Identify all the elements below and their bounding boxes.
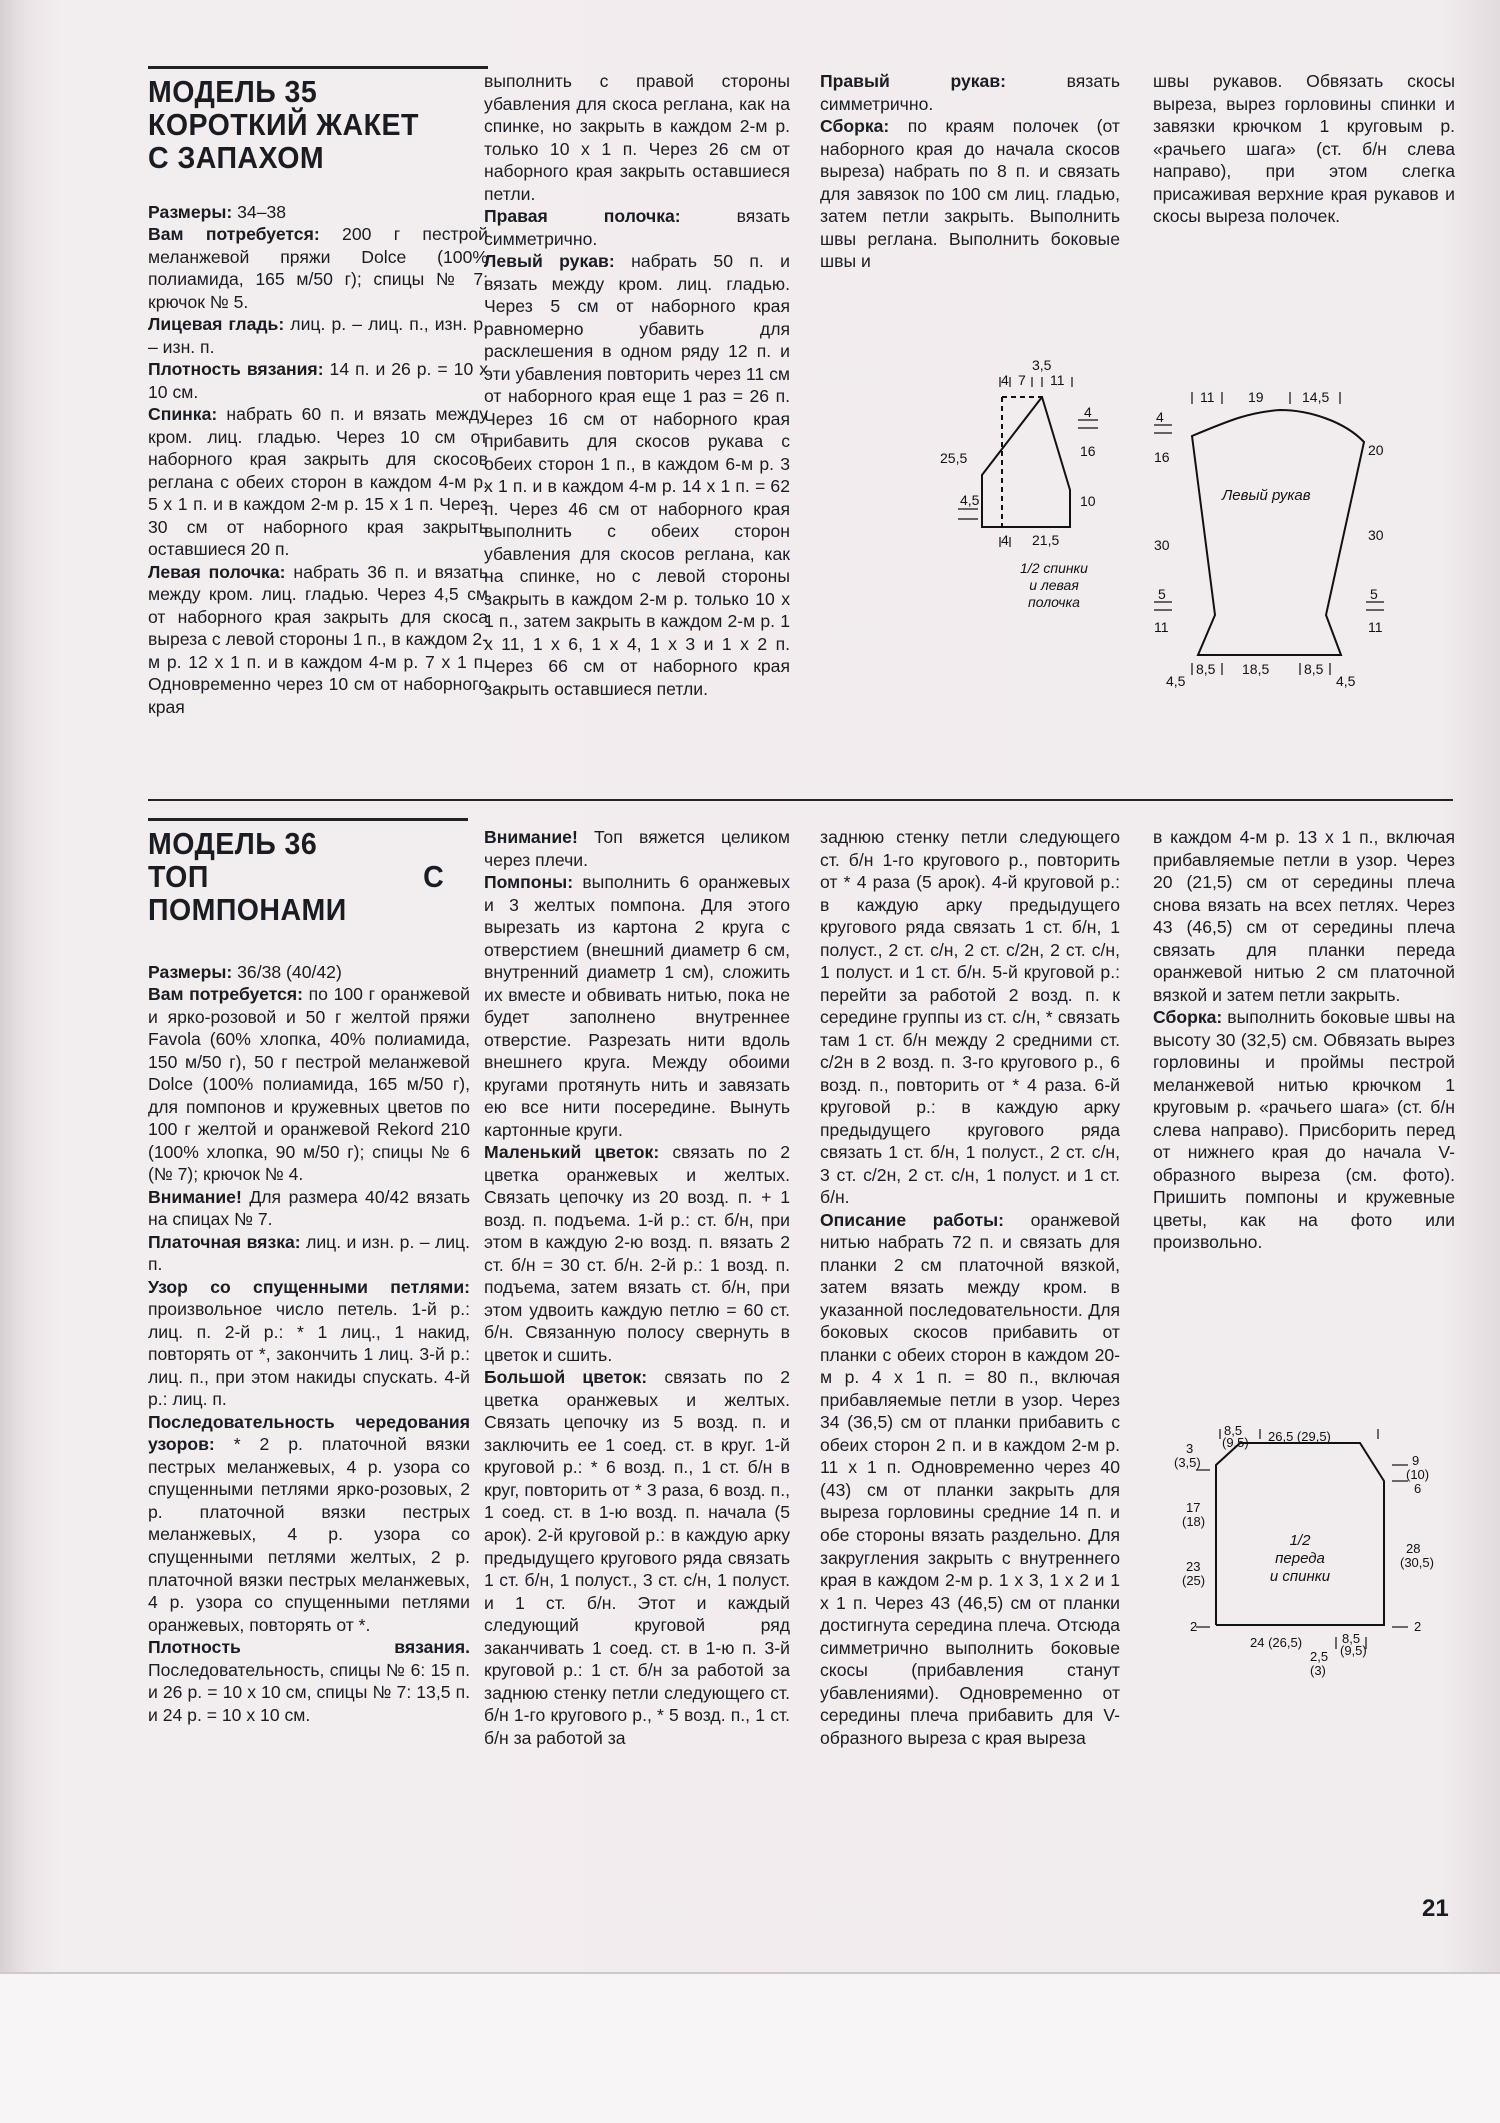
model35-title-line-3: С ЗАПАХОМ (148, 139, 325, 175)
model35-left-sleeve: Левый рукав: набрать 50 п. и вязать между кром. лиц. гладью. Через 5 см от наборного края равномерно убавить для расклешения в одном ряду 12 п. и эти убавления повторить через 11 см от наборного края еще 1 раз = 26 п. Через 16 см от наборного края прибавить для скосов рукава с обеих сторон 1 п., в каждом 6-м р. 3 х 1 п. и в каждом 4-м р. 14 х 1 п. = 62 п. Через 46 см от наборного края выполнить с обеих сторон убавления для скосов реглана, как на спинке, но с левой стороны закрыть в каждом 2-м р. только 10 х 1 п., затем закрыть в каждом 2-м р. 1 х 11, 1 х 6, 1 х 4, 1 х 3 и 1 х 2 п. Через 66 см от наборного края закрыть оставшиеся петли. (484, 251, 790, 699)
model36-gauge: Плотность вязания. Последовательность, спицы № 6: 15 п. и 26 р. = 10 х 10 см, спицы № 7: 13,5 п. и 24 р. = 10 х 10 см. (148, 1637, 470, 1725)
model35-assembly-cont: швы рукавов. Обвязать скосы выреза, вырез горловины спинки и завязки крючком 1 круговым р. «рачьего шага» (ст. б/н слева направо), при этом слегка присаживая верхние края рукавов и скосы выреза полочек. (1153, 71, 1455, 227)
dim-top-7: 7 (1018, 372, 1026, 388)
model35-left-front: Левая полочка: набрать 36 п. и вязать между кром. лиц. гладью. Через 4,5 см от наборного края закрыть для скоса выреза с левой стороны 1 п., в каждом 2-м р. 12 х 1 п. и в каждом 4-м р. 7 х 1 п. Одновременно через 10 см от наборного края (148, 561, 488, 717)
diagram-front-caption-3: и спинки (1269, 1568, 1331, 1585)
model36-pompoms: Помпоны: выполнить 6 оранжевых и 3 желтых помпона. Для этого вырезать из картона 2 круга с отверстием (внешний диаметр 6 см, внутренний диаметр 1 см), сложить их вместе и обвивать нитью, пока не будет заполнено внутреннее отверстие. Разрезать нити вдоль внешнего круга. Между обоими кругами протянуть нить и завязать ею все нити посередине. Вынуть картонные круги. (484, 872, 790, 1140)
model35-right-front: Правая полочка: вязать симметрично. (484, 206, 790, 249)
dim-left-3-5: (3,5) (1174, 1455, 1201, 1470)
dim-right-10: 10 (1080, 493, 1096, 509)
dim-left-30: 30 (1154, 537, 1170, 553)
model35-column-1 (148, 70, 488, 718)
dim-bottom-18-5: 18,5 (1242, 661, 1270, 677)
model36-title-line-1: МОДЕЛЬ 36 (148, 826, 318, 861)
dim-right-28: 28 (1406, 1541, 1421, 1556)
model36-assembly: Сборка: выполнить боковые швы на высоту 30 (32,5) см. Обвязать вырез горловины и проймы пестрой меланжевой нитью крючком 1 круговым р. «рачьего шага» (ст. б/н слева направо). Присборить перед от нижнего края до начала V-образного выреза (см. фото). Пришить помпоны и кружевные цветы, как на фото или произвольно. (1153, 1007, 1455, 1253)
dim-left-2: 2 (1190, 1619, 1198, 1634)
dim-right-11: 11 (1368, 619, 1383, 635)
dim-bottom-2-5: 2,5 (1310, 1649, 1329, 1664)
diagram-sleeve-label: Левый рукав (1222, 487, 1311, 504)
dim-bottom-9-5: (9,5) (1340, 1643, 1367, 1658)
model35-left-front-cont: выполнить с правой стороны убавления для скоса реглана, как на спинке, но закрыть в каждом 2-м р. только 10 х 1 п. Через 26 см от наборного края закрыть оставшиеся петли. (484, 71, 790, 204)
diagram-front-caption-1: 1/2 (1289, 1532, 1311, 1549)
model36-pattern-sequence: Последовательность чередования узоров: * 2 р. платочной вязки пестрых меланжевых, 4 р. узора со спущенными петлями ярко-розовых, 2 р. платочной вязки пестрых меланжевых, 4 р. узора со спущенными петлями желтых, 2 р. платочной вязки пестрых меланжевых, 4 р. узора со спущенными петлями оранжевых, повторять от *. (148, 1411, 470, 1635)
diagram-left-sleeve (1140, 370, 1410, 700)
bleed-through-left (30, 60, 140, 1910)
dim-left-4-5: 4,5 (960, 492, 980, 508)
dim-left-16: 16 (1154, 449, 1170, 465)
model36-materials: Вам потребуется: по 100 г оранжевой и ярко-розовой и 50 г желтой пряжи Favola (60% хлопка, 40% полиамида, 150 м/50 г), 50 г пестрой меланжевой Dolce (100% полиамида, 165 м/50 г), для помпонов и кружевных цветов по 100 г желтой и оранжевой Rekord 210 (100% хлопка, 90 м/50 г); спицы № 6 (№ 7); крючок № 4. (148, 984, 471, 1185)
dim-bottom-8-5: 8,5 (1342, 1631, 1361, 1646)
model36-attention-2: Внимание! Топ вяжется целиком через плечи. (484, 827, 790, 870)
dim-top-26-5: 26,5 (29,5) (1268, 1429, 1331, 1444)
dim-bottom-24: 24 (26,5) (1250, 1635, 1303, 1650)
model35-stockinette: Лицевая гладь: лиц. р. – лиц. п., изн. р. – изн. п. (148, 314, 488, 357)
dim-bottom-8-5-b: 8,5 (1304, 661, 1324, 677)
dim-top-9-5: (9,5) (1222, 1435, 1249, 1450)
model35-assembly: Сборка: по краям полочек (от наборного края до начала скосов выреза) набрать по 8 п. и связать для завязок по 100 см лиц. гладью, затем петли закрыть. Выполнить швы реглана. Выполнить боковые швы и (820, 116, 1120, 272)
sleeve-outline (1192, 410, 1364, 655)
model36-drop-stitch-pattern: Узор со спущенными петлями: произвольное число петель. 1-й р.: лиц. п. 2-й р.: * 1 лиц., 1 накид, повторять от *, закончить 1 лиц. 3-й р.: лиц. п., при этом накиды спускать. 4-й р.: лиц. п. (148, 1276, 470, 1410)
dim-bottom-8-5-a: 8,5 (1196, 661, 1216, 677)
model36-small-flower: Маленький цветок: связать по 2 цветка оранжевых и желтых. Связать цепочку из 20 возд. п. + 1 возд. п. подъема. 1-й р.: ст. б/н, при этом в каждую 2-ю возд. п. вязать 2 ст. б/н = 30 ст. б/н. 2-й р.: 1 возд. п. подъема, затем вязать ст. б/н, при этом удвоить каждую петлю = 60 ст. б/н. Связанную полосу свернуть в цветок и сшить. (484, 1142, 790, 1365)
dim-top-14-5: 14,5 (1302, 389, 1330, 405)
dim-right-30: 30 (1368, 527, 1384, 543)
dim-right-9: 9 (1412, 1453, 1420, 1468)
page-number: 21 (1422, 1895, 1449, 1922)
dim-right-10: (10) (1406, 1467, 1430, 1482)
back-outline (982, 397, 1070, 527)
diagram-back-and-left-front (940, 355, 1140, 625)
model35-back: Спинка: набрать 60 п. и вязать между кром. лиц. гладью. Через 10 см от наборного края закрыть для скосов реглана с обеих сторон в каждом 4-м р. 5 х 1 п. и в каждом 2-м р. 15 х 1 п. Через 30 см от наборного края закрыть оставшиеся 20 п. (148, 404, 488, 560)
dim-left-17: 17 (1186, 1500, 1201, 1515)
model35-gauge: Плотность вязания: 14 п. и 26 р. = 10 х 10 см. (148, 359, 488, 402)
model36-work-description: Описание работы: оранжевой нитью набрать 72 п. и связать для планки 2 см платочной вязкой, затем вязать между кром. в указанной последовательности. Для боковых скосов прибавить от планки с обеих сторон в каждом 20-м р. 4 х 1 п. = 80 п., включая прибавляемые петли в узор. Через 34 (36,5) см от планки прибавить с обеих сторон 2 п. и в каждом 2-м р. 11 х 1 п. Одновременно через 40 (43) см от планки закрыть для выреза горловины средние 14 п. и обе стороны вязать раздельно. Для закругления закрыть с внутреннего края в каждом 2-м р. 1 х 3, 1 х 2 и 1 х 1 п. Через 43 (46,5) см от планки достигнута середина плеча. Отсюда симметрично выполнить боковые скосы (прибавления станут убавлениями). Одновременно от середины плеча прибавить для V-образного выреза с края выреза (820, 1209, 1120, 1748)
model36-column-3 (820, 826, 1120, 1749)
model36-title-line-2: ТОП С ПОМПОНАМИ (148, 858, 445, 927)
model36-column-4 (1153, 826, 1455, 1254)
dim-right-5: 5 (1370, 586, 1378, 602)
diagram-back-caption-2: и левая (1029, 577, 1079, 593)
model35-materials: Вам потребуется: 200 г пестрой меланжевой пряжи Dolce (100% полиамида, 165 м/50 г); спицы № 7; крючок № 5. (148, 224, 488, 312)
dim-top-19: 19 (1248, 389, 1264, 405)
dim-right-20: 20 (1368, 442, 1384, 458)
model36-large-flower-cont: заднюю стенку петли следующего ст. б/н 1-го кругового р., повторить от * 4 раза (5 арок). 4-й круговой р.: в каждую арку предыдущего кругового ряда связать 1 ст. б/н, 1 полуст., 2 ст. с/н, 2 ст. с/2н, 2 ст. с/н, 1 полуст. и 1 ст. б/н. 5-й круговой р.: перейти за работой 2 возд. п. к середине группы из ст. с/н, * связать там 1 ст. б/н между 2 средними ст. с/2н в 2 возд. п. 3-го кругового р., 6 возд. п., повторить от * 4 раза. 6-й круговой р.: в каждую арку предыдущего кругового ряда связать 1 ст. б/н, 1 полуст., 2 ст. с/н, 3 ст. с/2н, 2 ст. с/н, 1 полуст. и 1 ст. б/н. (820, 827, 1120, 1208)
model35-top-rule (148, 66, 488, 69)
dim-bottom-3: (3) (1310, 1663, 1326, 1678)
diagram-front-caption-2: переда (1275, 1550, 1325, 1567)
dim-left-5: 5 (1158, 586, 1166, 602)
model35-title-line-1: МОДЕЛЬ 35 (148, 74, 318, 109)
dim-bottom-4-5-a: 4,5 (1166, 673, 1186, 689)
model35-column-4 (1153, 70, 1455, 228)
scan-bottom-margin (0, 1972, 1500, 2123)
dim-left-23: 23 (1186, 1559, 1201, 1574)
model35-right-sleeve: Правый рукав: вязать симметрично. (820, 71, 1120, 114)
dim-top-3-5: 3,5 (1032, 357, 1052, 373)
dim-bottom-4: 4 (1001, 532, 1009, 548)
dim-right-30-5: (30,5) (1400, 1555, 1434, 1570)
dim-left-11: 11 (1154, 619, 1169, 635)
model35-title (148, 76, 461, 175)
dim-right-4: 4 (1084, 404, 1092, 420)
dim-top-8-5: 8,5 (1224, 1425, 1243, 1438)
dim-left-25: (25) (1182, 1573, 1206, 1588)
model35-column-3 (820, 70, 1120, 273)
dim-right-16: 16 (1080, 443, 1096, 459)
diagram-back-caption-1: 1/2 спинки (1020, 560, 1088, 576)
model36-sizes: Размеры: 36/38 (40/42) (148, 961, 342, 982)
dim-left-4: 4 (1156, 409, 1164, 425)
dim-top-11: 11 (1050, 372, 1065, 388)
model36-large-flower: Большой цветок: связать по 2 цветка оранжевых и желтых. Связать цепочку из 5 возд. п. и заключить ее 1 соед. ст. в круг. 1-й круговой р.: * 6 возд. п., 1 ст. б/н в круг, повторить от * 3 раза, 6 возд. п., 1 соед. ст. в 1-ю возд. п. начала (5 арок). 2-й круговой р.: в каждую арку предыдущего кругового ряда связать 1 ст. б/н, 1 полуст., 3 ст. с/н, 1 полуст. и 1 ст. б/н. Этот и каждый следующий круговой ряд заканчивать 1 соед. ст. в 1-ю п. 3-й круговой р.: 1 ст. б/н за работой за заднюю стенку петли следующего ст. б/н 1-го кругового р., * 5 возд. п., 1 ст. б/н за работой за (484, 1367, 790, 1748)
dim-bottom-21-5: 21,5 (1032, 532, 1060, 548)
models-divider (148, 799, 1453, 801)
model36-column-2 (484, 826, 790, 1749)
model36-garter-stitch: Платочная вязка: лиц. и изн. р. – лиц. п. (148, 1231, 471, 1275)
model35-sizes: Размеры: 34–38 (148, 201, 287, 222)
model36-title (148, 828, 444, 927)
model35-title-line-2: КОРОТКИЙ ЖАКЕТ (148, 106, 419, 142)
model36-top-rule (148, 818, 468, 821)
model35-column-2 (484, 70, 790, 700)
dim-right-6: 6 (1414, 1481, 1422, 1496)
dim-bottom-4-5-b: 4,5 (1336, 673, 1356, 689)
dim-top-11: 11 (1200, 389, 1215, 405)
model36-column-1 (148, 822, 470, 1726)
model36-attention: Внимание! Для размера 40/42 вязать на спицах № 7. (148, 1186, 470, 1230)
model36-work-description-cont: в каждом 4-м р. 13 х 1 п., включая прибавляемые петли в узор. Через 20 (21,5) см от середины плеча снова вязать на всех петлях. Через 43 (46,5) см от середины плеча связать для планки переда оранжевой нитью 2 см платочной вязкой и затем петли закрыть. (1153, 827, 1455, 1005)
dim-right-2: 2 (1414, 1619, 1422, 1634)
dim-left-3: 3 (1186, 1441, 1194, 1456)
dim-left-18: (18) (1182, 1514, 1206, 1529)
dim-top-4: 4 (1001, 372, 1009, 388)
diagram-front-and-back (1160, 1425, 1450, 1695)
dim-left-25-5: 25,5 (940, 450, 968, 466)
diagram-back-caption-3: полочка (1028, 594, 1080, 610)
